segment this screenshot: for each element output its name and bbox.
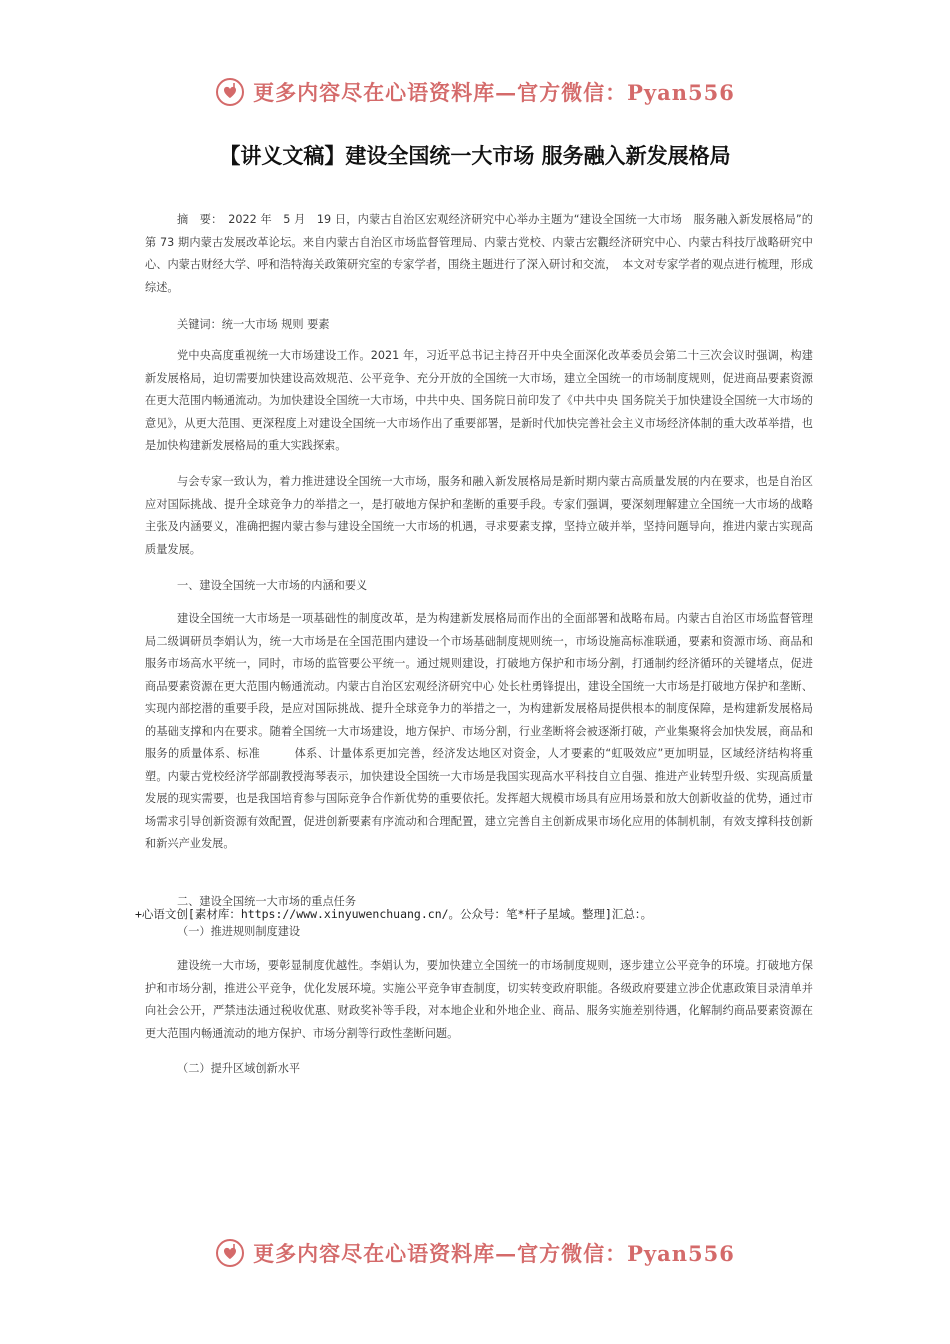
subsection-heading-2: （二）提升区域创新水平 — [177, 1062, 301, 1075]
body-paragraph-4: 建设统一大市场，要彰显制度优越性。李娟认为，要加快建立全国统一的市场制度规则，逐步建立公平竞争的环境。打破地方保护和市场分割，推进公平竞争，优化发展环境。实施公平竞争审查制度，切实转变政府职能。各级政府要建立涉企优惠政策目录清单并向社会公开，严禁违法通过税收优惠、财政奖补等手段，对本地企业和外地企业、商品、服务实施差别待遇，化解制约商品要素资源在更大范围内畅通流动的地方保护、市场分割等行政性垄断问题。 — [145, 959, 813, 1040]
body-paragraph-1: 党中央高度重视统一大市场建设工作。2021 年，习近平总书记主持召开中央全面深化改革委员会第二十三次会议时强调，构建新发展格局，迫切需要加快建设高效规范、公平竞争、充分开放的全国统一大市场，建立全国统一的市场制度规则，促进商品要素资源在更大范围内畅通流动。为加快建设全国统一大市场，中共中央、国务院日前印发了《中共中央 国务院关于加快建设全国统一大市场的意见》，从更大范围、更深程度上对建设全国统一大市场作出了重要部署，是新时代加快完善社会主义市场经济体制的重大改革举措，也是加快构建新发展格局的重大实践探索。 — [145, 349, 813, 452]
source-watermark-line: +心语文创[素材库：https://www.xinyuwenchuang.cn/。公众号：笔*杆子星域。整理]汇总：。 — [135, 907, 653, 921]
heart-note-logo-icon — [215, 77, 245, 107]
page-title: 【讲义文稿】建设全国统一大市场 服务融入新发展格局 — [219, 144, 731, 168]
banner-text: 更多内容尽在心语资料库—官方微信：Pyan556 — [253, 80, 735, 105]
header-banner — [0, 72, 950, 112]
keywords-line: 关键词：统一大市场 规则 要素 — [177, 318, 330, 331]
subsection-heading-1: （一）推进规则制度建设 — [177, 925, 301, 938]
section-heading-1: 一、建设全国统一大市场的内涵和要义 — [177, 579, 368, 592]
abstract-paragraph: 摘 要： 2022 年 5 月 19 日，内蒙古自治区宏观经济研究中心举办主题为“建设全国统一大市场 服务融入新发展格局”的第 73 期内蒙古发展改革论坛。来自内蒙古自治区市场监督管理局、内蒙古党校、内蒙古宏觀经济研究中心、内蒙古科技厅战略研究中心、内蒙古财经大学、呼和浩特海关政策研究室的专家学者，围绕主题进行了深入研讨和交流， 本文对专家学者的观点进行梳理，形成综述。 — [145, 213, 813, 294]
body-paragraph-2: 与会专家一致认为，着力推进建设全国统一大市场，服务和融入新发展格局是新时期内蒙古高质量发展的内在要求，也是自治区应对国际挑战、提升全球竞争力的举措之一，是打破地方保护和垄断的重要手段。专家们强调，要深刻理解建立全国统一大市场的战略主张及内涵要义，准确把握内蒙古参与建设全国统一大市场的机遇，寻求要素支撑，坚持立破并举，坚持问题导向，推进内蒙古实现高质量发展。 — [145, 475, 813, 556]
section-heading-2: 二、建设全国统一大市场的重点任务 — [177, 895, 357, 908]
body-paragraph-3: 建设全国统一大市场是一项基础性的制度改革，是为构建新发展格局而作出的全面部署和战略布局。内蒙古自治区市场监督管理局二级调研员李娟认为，统一大市场是在全国范围内建设一个市场基础制度规则统一，市场设施高标准联通，要素和资源市场、商品和服务市场高水平统一，同时，市场的监管要公平统一。通过规则建设，打破地方保护和市场分割，打通制约经济循环的关键堵点，促进商品要素资源在更大范围内畅通流动。内蒙古自治区宏观经济研究中心 处长杜勇锋提出，建设全国统一大市场是打破地方保护和垄断、实现内部挖潜的重要手段，是应对国际挑战、提升全球竞争力的举措之一，为构建新发展格局提供根本的制度保障，是构建新发展格局的基础支撑和内在要求。随着全国统一大市场建设，地方保护、市场分割，行业垄断将会被逐渐打破，产业集聚将会加快发展，商品和服务的质量体系、标准 体系、计量体系更加完善，经济发达地区对资金，人才要素的“虹吸效应”更加明显，区域经济结构将重塑。内蒙古党校经济学部副教授海琴表示，加快建设全国统一大市场是我国实现高水平科技自立自强、推进产业转型升级、实现高质量发展的现实需要，也是我国培育参与国际竞争合作新优势的重要依托。发挥超大规模市场具有应用场景和放大创新收益的优势，通过市场需求引导创新资源有效配置，促进创新要素有序流动和合理配置，建立完善自主创新成果市场化应用的体制机制，有效支撑科技创新和新兴产业发展。 — [145, 612, 813, 850]
footer-banner — [0, 1233, 950, 1273]
heart-note-logo-icon — [215, 1238, 245, 1268]
banner-text: 更多内容尽在心语资料库—官方微信：Pyan556 — [253, 1241, 735, 1266]
